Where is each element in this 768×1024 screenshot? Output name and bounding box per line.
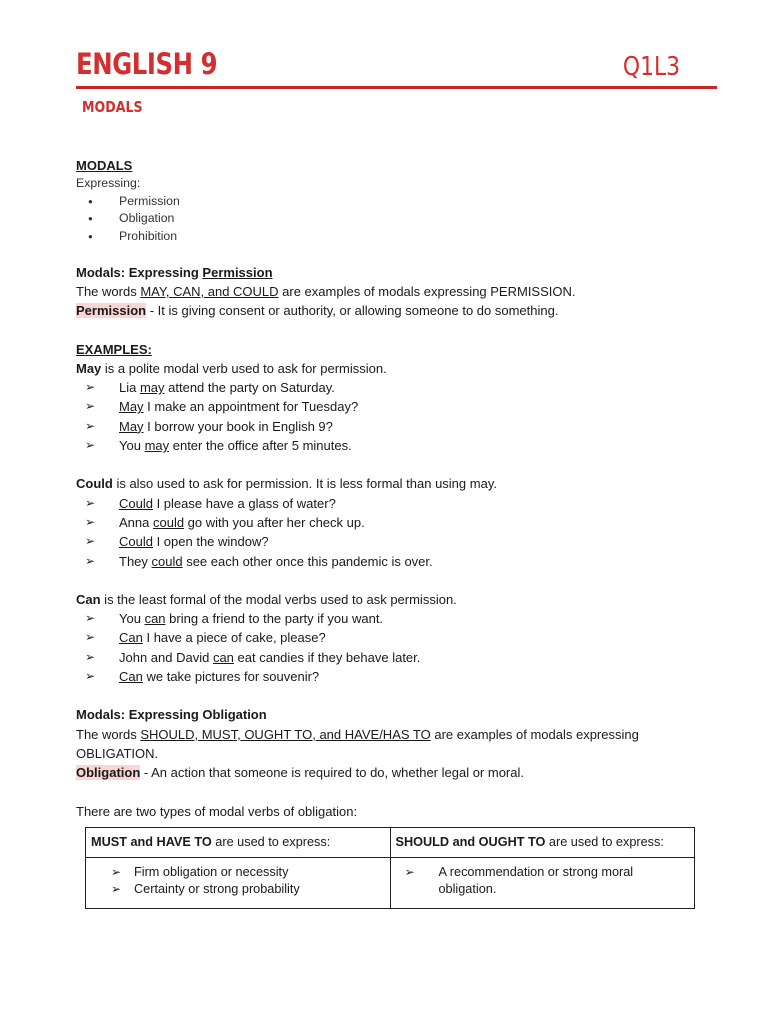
table-cell-must — [86, 858, 391, 909]
list-item: ➢ You can bring a friend to the party if you want. — [76, 609, 706, 628]
modals-section-title: MODALS — [76, 158, 133, 173]
arrowhead-bullet-icon: ➢ — [85, 669, 96, 684]
permission-heading-word: Permission — [202, 264, 273, 280]
header-divider — [76, 86, 717, 89]
obligation-words-line: The words SHOULD, MUST, OUGHT TO, and HAVE/HAS TO are examples of modals expressing — [76, 726, 639, 742]
permission-definition: Permission - It is giving consent or authority, or allowing someone to do something. — [76, 303, 559, 319]
could-examples-list — [76, 494, 706, 571]
list-item: ➢ Certainty or strong probability — [111, 882, 300, 897]
list-item: ➢ Lia may attend the party on Saturday. — [76, 378, 706, 397]
list-item: ● Prohibition — [76, 228, 706, 246]
arrowhead-bullet-icon: ➢ — [111, 865, 122, 880]
can-examples-list — [76, 609, 706, 686]
arrowhead-bullet-icon: ➢ — [85, 399, 96, 414]
could-description: Could is also used to ask for permission. It is less formal than using may. — [76, 476, 497, 492]
may-examples-list — [76, 378, 706, 455]
arrowhead-bullet-icon: ➢ — [85, 611, 96, 626]
arrowhead-bullet-icon: ➢ — [85, 380, 96, 395]
arrowhead-bullet-icon: ➢ — [85, 534, 96, 549]
table-row — [86, 858, 695, 909]
table-header-should: SHOULD and OUGHT TO are used to express: — [390, 827, 695, 857]
expressing-list — [76, 193, 706, 246]
arrowhead-bullet-icon: ➢ — [85, 630, 96, 645]
permission-heading: Modals: Expressing Permission — [76, 264, 273, 280]
list-item: ➢ Can we take pictures for souvenir? — [76, 667, 706, 686]
can-description: Can is the least formal of the modal verbs used to ask permission. — [76, 591, 457, 607]
list-item: ➢ Anna could go with you after her check up. — [76, 513, 706, 532]
arrowhead-bullet-icon: ➢ — [85, 495, 96, 510]
page-subtitle: MODALS — [82, 98, 143, 116]
arrowhead-bullet-icon: ➢ — [85, 553, 96, 568]
page-title: ENGLISH 9 — [76, 47, 218, 81]
arrowhead-bullet-icon: ➢ — [85, 418, 96, 433]
document-body — [76, 156, 706, 909]
examples-title: EXAMPLES: — [76, 341, 152, 357]
list-item: ➢ May I borrow your book in English 9? — [76, 417, 706, 436]
table-header-row — [86, 827, 695, 857]
types-intro: There are two types of modal verbs of obligation: — [76, 803, 358, 819]
permission-term: Permission — [76, 303, 147, 319]
obligation-types-table — [85, 827, 695, 909]
arrowhead-bullet-icon: ➢ — [85, 649, 96, 664]
arrowhead-bullet-icon: ➢ — [85, 438, 96, 453]
lesson-code: Q1L3 — [622, 52, 680, 82]
list-item: ➢ May I make an appointment for Tuesday? — [76, 397, 706, 416]
list-item: ● Permission — [76, 193, 706, 211]
obligation-words-line-2: OBLIGATION. — [76, 745, 159, 761]
may-description: May is a polite modal verb used to ask for permission. — [76, 360, 387, 376]
list-item: ➢ Could I please have a glass of water? — [76, 494, 706, 513]
list-item: ➢ Could I open the window? — [76, 532, 706, 551]
list-item: ➢ John and David can eat candies if they behave later. — [76, 648, 706, 667]
expressing-label: Expressing: — [76, 176, 141, 191]
arrowhead-bullet-icon: ➢ — [404, 865, 415, 880]
list-item: ➢ A recommendation or strong moral obligation. — [404, 865, 634, 897]
arrowhead-bullet-icon: ➢ — [111, 882, 122, 897]
obligation-heading: Modals: Expressing Obligation — [76, 707, 267, 723]
list-item: ● Obligation — [76, 210, 706, 228]
obligation-term: Obligation — [76, 765, 141, 781]
arrowhead-bullet-icon: ➢ — [85, 514, 96, 529]
list-item: ➢ You may enter the office after 5 minutes. — [76, 436, 706, 455]
table-header-must: MUST and HAVE TO are used to express: — [86, 827, 391, 857]
table-cell-should — [390, 858, 695, 909]
list-item: ➢ They could see each other once this pandemic is over. — [76, 552, 706, 571]
list-item: ➢ Firm obligation or necessity — [111, 865, 289, 880]
obligation-definition: Obligation - An action that someone is required to do, whether legal or moral. — [76, 765, 524, 781]
permission-words-line: The words MAY, CAN, and COULD are examples of modals expressing PERMISSION. — [76, 283, 576, 299]
list-item: ➢ Can I have a piece of cake, please? — [76, 628, 706, 647]
